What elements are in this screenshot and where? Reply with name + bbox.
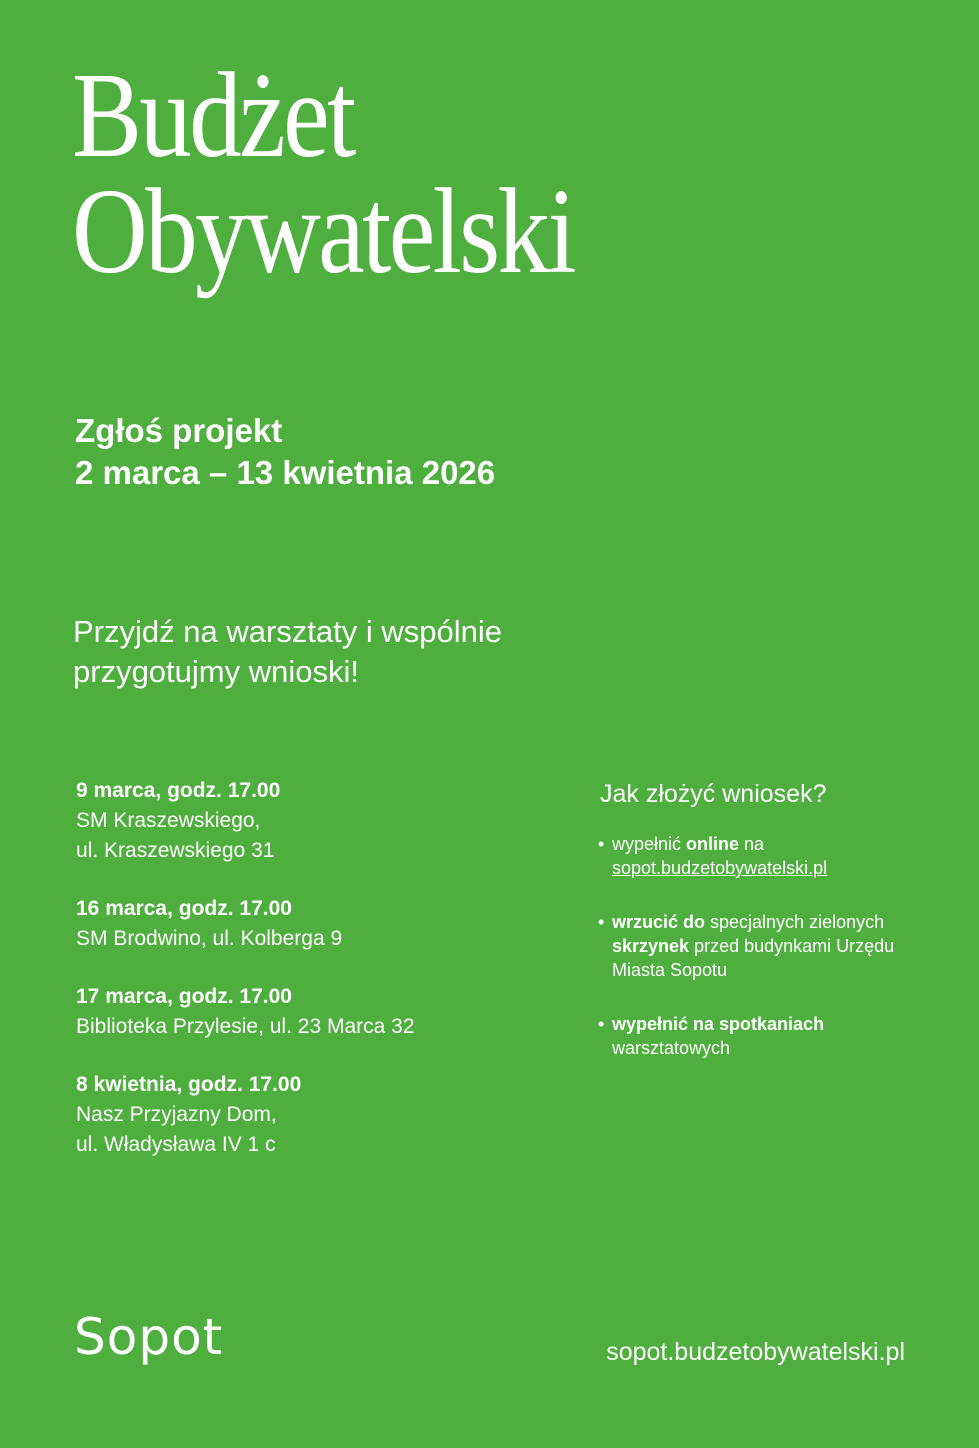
workshop-invite — [73, 612, 502, 692]
workshop-date: 9 marca, godz. 17.00 — [76, 779, 281, 802]
poster-title — [72, 48, 574, 299]
workshop-item — [76, 1070, 415, 1160]
title-line-2: Obywatelski — [72, 164, 574, 299]
how-to-item-online — [598, 832, 938, 880]
item-text: specjalnych zielonych — [705, 912, 885, 932]
invite-line-1: Przyjdź na warsztaty i wspólnie — [73, 614, 502, 649]
workshop-address: ul. Władysława IV 1 c — [76, 1133, 276, 1156]
item-text: przed budynkami Urzędu Miasta Sopotu — [612, 936, 895, 980]
how-to-item-box — [598, 910, 938, 982]
how-to-item-workshop — [598, 1012, 938, 1060]
workshop-item — [76, 894, 415, 954]
item-text: warsztatowych — [612, 1038, 731, 1058]
footer-url[interactable]: sopot.budzetobywatelski.pl — [606, 1338, 905, 1366]
sopot-logo: Sopot — [74, 1308, 224, 1366]
title-line-1: Budżet — [72, 48, 354, 183]
how-to-submit — [598, 778, 938, 1090]
workshop-date: 17 marca, godz. 17.00 — [76, 985, 292, 1008]
submission-period — [75, 410, 495, 494]
how-to-list — [598, 832, 938, 1060]
item-bold: wypełnić na spotkaniach — [612, 1014, 825, 1034]
workshop-date: 8 kwietnia, godz. 17.00 — [76, 1073, 302, 1096]
cta-line-1: Zgłoś projekt — [75, 412, 283, 449]
item-bold: wrzucić do — [612, 912, 706, 932]
workshop-address: ul. Kraszewskiego 31 — [76, 839, 275, 862]
invite-line-2: przygotujmy wnioski! — [73, 654, 359, 689]
workshop-location: SM Kraszewskiego, — [76, 809, 261, 832]
item-bold: online — [686, 834, 740, 854]
item-text: na — [739, 834, 765, 854]
workshop-item — [76, 776, 415, 866]
website-link[interactable]: sopot.budzetobywatelski.pl — [612, 858, 828, 878]
item-bold: skrzynek — [612, 936, 690, 956]
cta-dates: 2 marca – 13 kwietnia 2026 — [75, 454, 496, 491]
workshop-date: 16 marca, godz. 17.00 — [76, 897, 292, 920]
item-text: wypełnić — [612, 834, 687, 854]
workshop-location: Nasz Przyjazny Dom, — [76, 1103, 277, 1126]
workshop-location: SM Brodwino, ul. Kolberga 9 — [76, 927, 343, 950]
workshop-location: Biblioteka Przylesie, ul. 23 Marca 32 — [76, 1015, 415, 1038]
workshop-item — [76, 982, 415, 1042]
workshop-list — [76, 776, 415, 1188]
how-to-heading: Jak złożyć wniosek? — [600, 780, 827, 808]
